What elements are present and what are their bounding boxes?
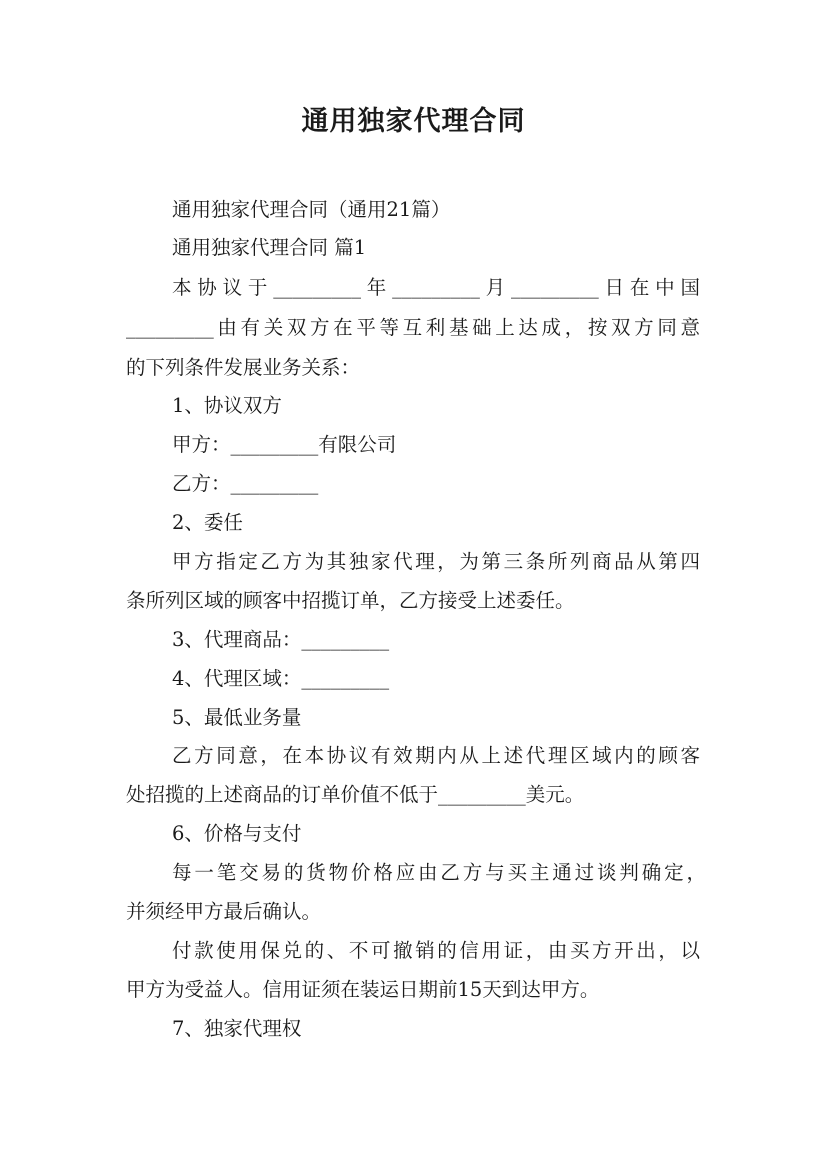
clause-heading: 4、代理区域：_________ — [172, 667, 390, 690]
paragraph-line: 并须经甲方最后确认。 — [126, 900, 322, 923]
paragraph-line: 每一笔交易的货物价格应由乙方与买主通过谈判确定， — [172, 861, 706, 884]
paragraph-line: 条所列区域的顾客中招揽订单，乙方接受上述委任。 — [126, 589, 575, 612]
party-b-line: 乙方：_________ — [172, 472, 319, 495]
paragraph-line: 甲方指定乙方为其独家代理，为第三条所列商品从第四 — [172, 550, 700, 573]
paragraph-line: 的下列条件发展业务关系： — [126, 356, 361, 379]
paragraph-line: 本协议于_________年_________月_________日在中国 — [172, 276, 700, 299]
party-a-line: 甲方：_________有限公司 — [172, 433, 397, 456]
document-title: 通用独家代理合同 — [301, 106, 526, 137]
paragraph-line: 处招揽的上述商品的订单价值不低于_________美元。 — [126, 783, 585, 806]
paragraph-line: 付款使用保兑的、不可撤销的信用证，由买方开出，以 — [172, 939, 700, 962]
clause-heading: 1、协议双方 — [172, 394, 282, 417]
subtitle-line: 通用独家代理合同（通用21篇） — [172, 198, 451, 221]
paragraph-line: 乙方同意，在本协议有效期内从上述代理区域内的顾客 — [172, 744, 700, 767]
clause-heading: 5、最低业务量 — [172, 706, 302, 729]
clause-heading: 6、价格与支付 — [172, 822, 302, 845]
clause-heading: 2、委任 — [172, 511, 243, 534]
paragraph-line: _________由有关双方在平等互利基础上达成，按双方同意 — [126, 316, 700, 339]
clause-heading: 7、独家代理权 — [172, 1017, 302, 1040]
paragraph-line: 甲方为受益人。信用证须在装运日期前15天到达甲方。 — [126, 978, 600, 1001]
section-heading: 通用独家代理合同 篇1 — [172, 236, 367, 259]
clause-heading: 3、代理商品：_________ — [172, 628, 390, 651]
